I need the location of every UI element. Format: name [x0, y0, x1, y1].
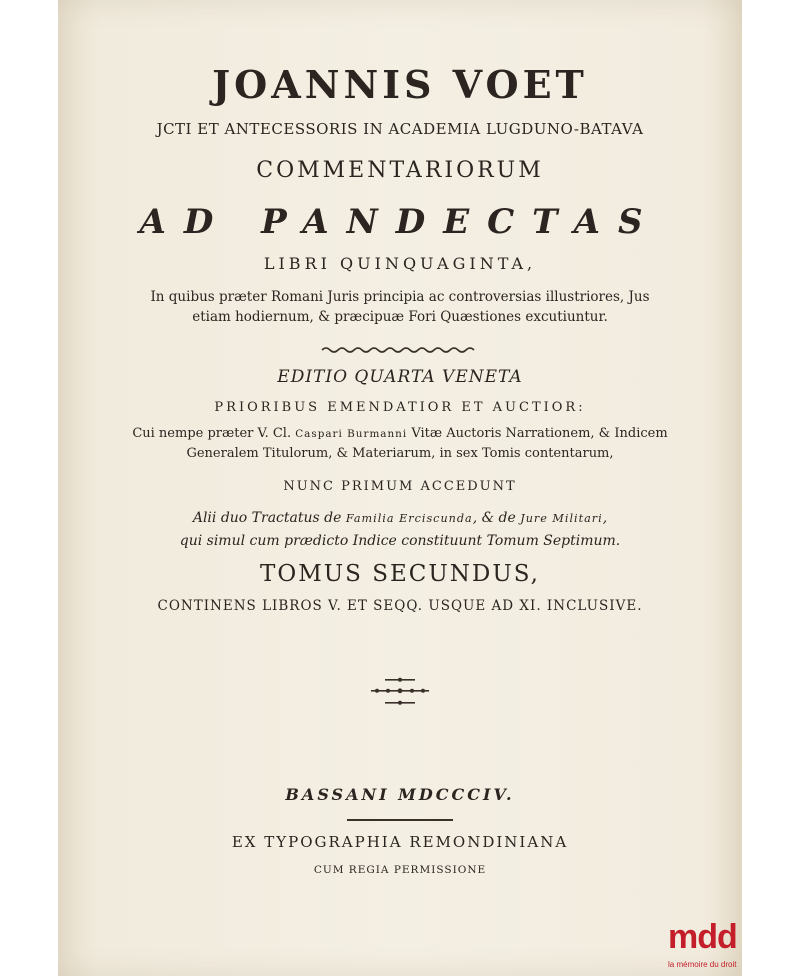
- printers-ornament: [0, 676, 800, 714]
- author-name: JOANNIS VOET: [212, 62, 588, 107]
- printer: EX TYPOGRAPHIA REMONDINIANA: [231, 833, 569, 851]
- work-title-line3: LIBRI QUINQUAGINTA,: [263, 254, 537, 273]
- mdd-logo: [668, 918, 742, 974]
- addition-line1: Alii duo Tractatus de Familia Erciscunda, & de Jure Militari,: [192, 510, 608, 526]
- permission: CUM REGIA PERMISSIONE: [313, 864, 487, 876]
- description: [0, 287, 800, 327]
- content-line1: Cui nempe præter V. Cl. Caspari Burmanni Vitæ Auctoris Narrationem, & Indicem: [132, 426, 668, 441]
- addition-line2: qui simul cum prædicto Indice constituunt Tomum Septimum.: [179, 533, 621, 549]
- edition-note: PRIORIBUS EMENDATIOR ET AUCTIOR:: [214, 400, 586, 415]
- edition: EDITIO QUARTA VENETA: [277, 367, 523, 387]
- addition-note: [0, 507, 800, 552]
- imprint-divider: [347, 819, 453, 821]
- volume-title: TOMUS SECUNDUS,: [260, 561, 540, 587]
- work-title-line2: AD PANDECTAS: [139, 202, 661, 242]
- mdd-logo-word: mdd: [668, 918, 737, 956]
- addition-heading: NUNC PRIMUM ACCEDUNT: [283, 479, 517, 494]
- wavy-rule-ornament: [0, 340, 800, 359]
- content-line2: Generalem Titulorum, & Materiarum, in sex Tomis contentarum,: [186, 446, 614, 461]
- imprint-place-date: BASSANI MDCCCIV.: [285, 785, 515, 804]
- mdd-logo-tagline: la mémoire du droit: [668, 960, 737, 969]
- burmann-name: Caspari Burmanni: [295, 428, 408, 440]
- description-line1: In quibus præter Romani Juris principia ac controversias illustriores, Jus: [150, 289, 650, 305]
- author-role: JCTI ET ANTECESSORIS IN ACADEMIA LUGDUNO-BATAVA: [156, 120, 644, 138]
- content-note: [0, 424, 800, 464]
- description-line2: etiam hodiernum, & præcipuæ Fori Quæstiones excutiuntur.: [192, 309, 608, 325]
- volume-contents: CONTINENS LIBROS V. ET SEQQ. USQUE AD XI. INCLUSIVE.: [157, 598, 643, 614]
- work-title-line1: COMMENTARIORUM: [256, 158, 544, 183]
